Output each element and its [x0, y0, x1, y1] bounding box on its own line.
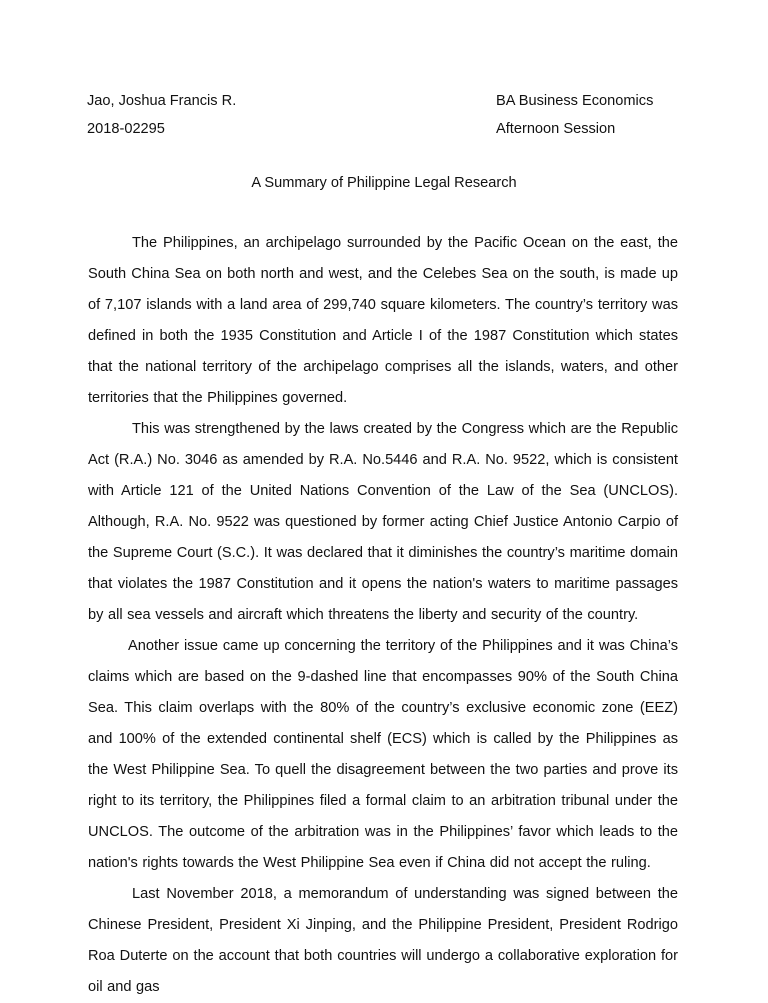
session-label: Afternoon Session [496, 121, 616, 137]
paragraph-1: The Philippines, an archipelago surrounded by the Pacific Ocean on the east, the South China Sea on both north and west, and the Celebes Sea on the south, is made up of 7,107 islands with a land area of 299,740 square kilometers. The country’s territory was defined in both the 1935 Constitution and Article I of the 1987 Constitution which states that the national territory of the archipelago comprises all the islands, waters, and other territories that the Philippines governed. [88, 235, 678, 406]
student-number: 2018-02295 [87, 121, 165, 137]
document-body [88, 228, 678, 1003]
paragraph-3: Another issue came up concerning the territory of the Philippines and it was China’s claims which are based on the 9-dashed line that encompasses 90% of the South China Sea. This claim overlaps with the 80% of the country’s exclusive economic zone (EEZ) and 100% of the extended continental shelf (ECS) which is called by the Philippines as the West Philippine Sea. To quell the disagreement between the two parties and prove its right to its territory, the Philippines filed a formal claim to an arbitration tribunal under the UNCLOS. The outcome of the arbitration was in the Philippines’ favor which leads to the nation's rights towards the West Philippine Sea even if China did not accept the ruling. [88, 638, 678, 871]
student-name: Jao, Joshua Francis R. [87, 93, 237, 109]
document-title: A Summary of Philippine Legal Research [251, 175, 517, 191]
paragraph-2: This was strengthened by the laws created by the Congress which are the Republic Act (R.A.) No. 3046 as amended by R.A. No.5446 and R.A. No. 9522, which is consistent with Article 121 of the United Nations Convention of the Law of the Sea (UNCLOS). Although, R.A. No. 9522 was questioned by former acting Chief Justice Antonio Carpio of the Supreme Court (S.C.). It was declared that it diminishes the country’s maritime domain that violates the 1987 Constitution and it opens the nation's waters to maritime passages by all sea vessels and aircraft which threatens the liberty and security of the country. [88, 421, 678, 623]
paragraph-4: Last November 2018, a memorandum of understanding was signed between the Chinese President, President Xi Jinping, and the Philippine President, President Rodrigo Roa Duterte on the account that both countries will undergo a collaborative exploration for oil and gas [88, 886, 678, 995]
course-name: BA Business Economics [496, 93, 654, 109]
